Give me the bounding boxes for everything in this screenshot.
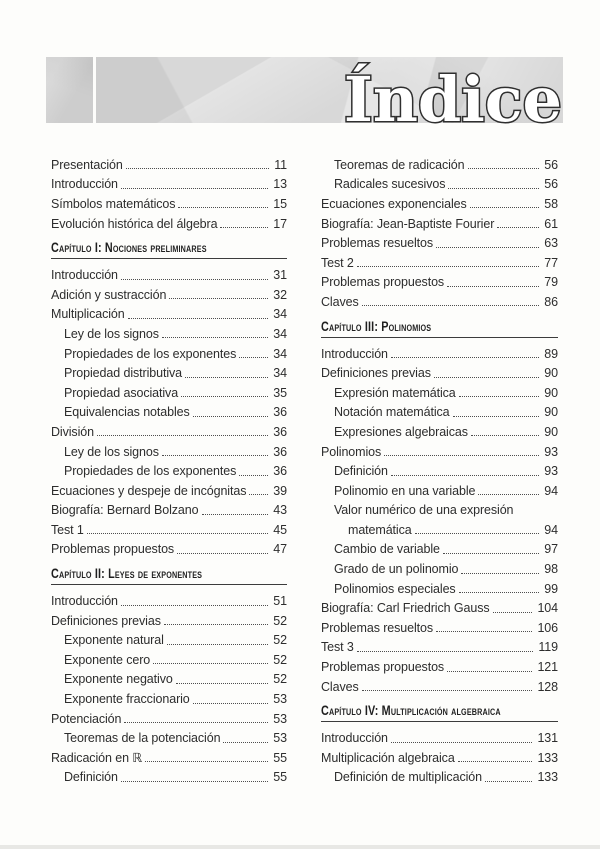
toc-entry: [51, 422, 287, 442]
toc-entry-page: 36: [273, 444, 287, 459]
toc-entry-label: Biografía: Bernard Bolzano: [51, 503, 199, 518]
toc-entry-label: Propiedad distributiva: [64, 366, 183, 381]
toc-entry-label: Definición: [64, 770, 118, 785]
toc-entry-label: Polinomios especiales: [334, 581, 456, 596]
dot-leader: [461, 573, 539, 574]
toc-entry-label: Claves: [321, 294, 359, 309]
toc-entry: [321, 579, 558, 599]
toc-entry-page: 133: [537, 750, 558, 765]
toc-entry-label: Teoremas de radicación: [334, 157, 465, 172]
banner-accent-square: [46, 57, 93, 123]
toc-entry-label: Exponente cero: [64, 652, 151, 667]
toc-entry-label: Propiedad asociativa: [64, 385, 179, 400]
dot-leader: [145, 761, 268, 762]
toc-entry-label: Introducción: [51, 268, 118, 283]
toc-entry-label: Multiplicación algebraica: [321, 750, 455, 765]
toc-entry: [321, 461, 558, 481]
dot-leader: [121, 188, 268, 189]
toc-entry: [51, 520, 287, 540]
toc-entry: [51, 728, 287, 748]
toc-entry-page: 17: [273, 216, 287, 231]
dot-leader: [470, 207, 540, 208]
toc-entry-page: 121: [537, 660, 558, 675]
toc-entry-page: 13: [273, 177, 287, 192]
toc-entry-page: 52: [273, 652, 287, 667]
toc-entry: [321, 253, 558, 273]
toc-entry: [321, 540, 558, 560]
toc-entry: [321, 657, 558, 677]
toc-entry: [51, 670, 287, 690]
toc-entry-label: Evolución histórica del álgebra: [51, 216, 218, 231]
toc-entry: [321, 292, 558, 312]
toc-entry: [51, 461, 287, 481]
toc-entry-page: 34: [273, 326, 287, 341]
dot-leader: [391, 742, 533, 743]
toc-entry-label: Test 2: [321, 255, 354, 270]
toc-entry: [321, 403, 558, 423]
toc-entry-label: Radicales sucesivos: [334, 177, 446, 192]
dot-leader: [471, 435, 539, 436]
toc-entry: [51, 175, 287, 195]
toc-entry-label: Propiedades de los exponentes: [64, 464, 237, 479]
dot-leader: [239, 357, 268, 358]
dot-leader: [357, 266, 540, 267]
toc-entry: [51, 768, 287, 788]
toc-entry-page: 93: [544, 464, 558, 479]
dot-leader: [153, 663, 268, 664]
toc-entry: [51, 591, 287, 611]
toc-entry-page: 93: [544, 444, 558, 459]
dot-leader: [447, 286, 539, 287]
dot-leader: [384, 455, 539, 456]
toc-entry-page: 58: [544, 196, 558, 211]
dot-leader: [478, 494, 539, 495]
toc-entry-label: Introducción: [51, 594, 118, 609]
dot-leader: [193, 416, 269, 417]
toc-entry: [51, 501, 287, 521]
dot-leader: [443, 553, 539, 554]
dot-leader: [121, 781, 268, 782]
toc-entry-page: 34: [273, 307, 287, 322]
toc-entry-page: 86: [544, 294, 558, 309]
dot-leader: [169, 298, 268, 299]
toc-entry-page: 45: [273, 522, 287, 537]
toc-entry-label: Grado de un polinomio: [334, 562, 459, 577]
toc-entry: [321, 618, 558, 638]
toc-entry: [321, 728, 558, 748]
toc-entry-page: 77: [544, 255, 558, 270]
dot-leader: [434, 377, 539, 378]
toc-entry-label: Definición de multiplicación: [334, 770, 482, 785]
dot-leader: [493, 612, 533, 613]
chapter-heading-label: Capítulo I: Nociones preliminares: [51, 240, 207, 256]
toc-entry: [51, 324, 287, 344]
toc-entry-page: 53: [273, 731, 287, 746]
dot-leader: [176, 683, 269, 684]
dot-leader: [249, 494, 268, 495]
dot-leader: [391, 475, 539, 476]
toc-entry: [321, 677, 558, 697]
toc-entry-label: Test 3: [321, 640, 354, 655]
toc-entry-label: Test 1: [51, 522, 84, 537]
dot-leader: [121, 279, 268, 280]
toc-entry-label: Expresiones algebraicas: [334, 424, 468, 439]
chapter-heading: [51, 566, 287, 585]
toc-entry-label: Definiciones previas: [51, 613, 161, 628]
toc-entry: [321, 638, 558, 658]
toc-entry-page: 90: [544, 366, 558, 381]
toc-entry: [321, 214, 558, 234]
chapter-heading: [321, 319, 558, 338]
toc-entry-label: Multiplicación: [51, 307, 125, 322]
toc-entry-page: 52: [273, 633, 287, 648]
toc-entry: [321, 598, 558, 618]
dot-leader: [193, 703, 269, 704]
toc-entry: [51, 383, 287, 403]
toc-entry-label: Polinomios: [321, 444, 382, 459]
toc-entry-label: Propiedades de los exponentes: [64, 346, 237, 361]
dot-leader: [391, 357, 539, 358]
dot-leader: [468, 168, 540, 169]
toc-entry-page: 89: [544, 346, 558, 361]
dot-leader: [448, 188, 539, 189]
toc-entry-page: 61: [544, 216, 558, 231]
toc-entry-page: 36: [273, 424, 287, 439]
toc-entry-page: 53: [273, 711, 287, 726]
toc-entry: [51, 194, 287, 214]
toc-entry: [51, 363, 287, 383]
toc-entry-label: Radicación en ℝ: [51, 751, 143, 766]
dot-leader: [97, 435, 268, 436]
toc-entry: [51, 748, 287, 768]
toc-entry-page: 131: [537, 731, 558, 746]
toc-entry-page: 34: [273, 346, 287, 361]
toc-entry-page: 90: [544, 385, 558, 400]
toc-entry-label: Potenciación: [51, 711, 122, 726]
toc-entry-page: 53: [273, 692, 287, 707]
toc-entry: [51, 155, 287, 175]
toc-entry: [321, 748, 558, 768]
dot-leader: [453, 416, 540, 417]
toc-entry: [51, 442, 287, 462]
toc-entry: [51, 709, 287, 729]
toc-entry-page: 133: [537, 770, 558, 785]
toc-entry-label: Definiciones previas: [321, 366, 431, 381]
toc-entry-page: 99: [544, 581, 558, 596]
toc-entry-label: Biografía: Carl Friedrich Gauss: [321, 601, 490, 616]
dot-leader: [167, 644, 269, 645]
dot-leader: [202, 514, 269, 515]
toc-column-right: [321, 155, 558, 787]
dot-leader: [459, 396, 540, 397]
toc-entry-label: Exponente fraccionario: [64, 692, 190, 707]
toc-entry: [321, 194, 558, 214]
toc-entry-page: 104: [537, 601, 558, 616]
toc-entry-label: Teoremas de la potenciación: [64, 731, 221, 746]
toc-entry-label: Adición y sustracción: [51, 287, 167, 302]
toc-entry-page: 31: [273, 268, 287, 283]
chapter-heading: [51, 240, 287, 259]
toc-entry: [51, 650, 287, 670]
toc-entry: [321, 363, 558, 383]
toc-entry-page: 90: [544, 424, 558, 439]
dot-leader: [357, 651, 534, 652]
dot-leader: [436, 247, 539, 248]
toc-entry-label: Ley de los signos: [64, 444, 159, 459]
toc-entry: [51, 285, 287, 305]
toc-entry-page: 15: [273, 196, 287, 211]
toc-entry-label: Exponente natural: [64, 633, 164, 648]
toc-entry-page: 32: [273, 287, 287, 302]
toc-entry-page: 106: [537, 620, 558, 635]
toc-entry-page: 34: [273, 366, 287, 381]
dot-leader: [181, 396, 268, 397]
toc-entry-label: Polinomio en una variable: [334, 483, 476, 498]
dot-leader: [177, 553, 268, 554]
dot-leader: [185, 377, 268, 378]
chapter-heading-label: Capítulo III: Polinomios: [321, 318, 432, 334]
toc-entry-page: 11: [274, 157, 287, 172]
toc-entry-page: 39: [273, 483, 287, 498]
toc-entry-label: matemática: [348, 522, 412, 537]
toc-entry: [321, 442, 558, 462]
toc-entry: [51, 540, 287, 560]
toc-entry-label: Ley de los signos: [64, 326, 159, 341]
toc-entry-label: División: [51, 424, 94, 439]
toc-entry-label: Problemas propuestos: [51, 542, 175, 557]
dot-leader: [436, 631, 532, 632]
toc-entry: [51, 481, 287, 501]
toc-entry-label: Biografía: Jean-Baptiste Fourier: [321, 216, 495, 231]
dot-leader: [128, 318, 269, 319]
toc-entry: [321, 520, 558, 540]
toc-entry-label: Notación matemática: [334, 405, 450, 420]
toc-entry-label: Exponente negativo: [64, 672, 173, 687]
toc-entry-page: 98: [544, 562, 558, 577]
toc-entry-label: Expresión matemática: [334, 385, 456, 400]
toc-column-left: [51, 155, 287, 787]
toc-entry-page: 35: [273, 385, 287, 400]
toc-entry-page: 79: [544, 275, 558, 290]
toc-entry: [321, 273, 558, 293]
toc-entry-label: Valor numérico de una expresión: [334, 503, 514, 518]
dot-leader: [362, 690, 533, 691]
toc-entry-label: Equivalencias notables: [64, 405, 190, 420]
toc-entry-page: 94: [544, 483, 558, 498]
dot-leader: [239, 475, 268, 476]
dot-leader: [162, 455, 268, 456]
dot-leader: [126, 168, 269, 169]
toc-entry-page: 97: [544, 542, 558, 557]
dot-leader: [162, 337, 268, 338]
toc-entry-page: 51: [273, 594, 287, 609]
toc-entry: [321, 155, 558, 175]
dot-leader: [497, 227, 539, 228]
dot-leader: [87, 533, 269, 534]
dot-leader: [121, 605, 268, 606]
toc-entry-page: 43: [273, 503, 287, 518]
toc-entry: [51, 305, 287, 325]
chapter-heading-label: Capítulo II: Leyes de exponentes: [51, 566, 203, 582]
dot-leader: [485, 781, 532, 782]
toc-entry: [321, 233, 558, 253]
toc-entry-page: 56: [544, 177, 558, 192]
toc-entry-page: 119: [538, 640, 558, 655]
toc-entry: [321, 768, 558, 788]
chapter-heading: [321, 703, 558, 722]
toc-entry-page: 56: [544, 157, 558, 172]
page-title-art: [330, 55, 570, 140]
toc-entry: [51, 265, 287, 285]
toc-entry-label: Claves: [321, 679, 359, 694]
toc-entry-label: Símbolos matemáticos: [51, 196, 176, 211]
toc-entry-page: 36: [273, 464, 287, 479]
toc-entry: [51, 214, 287, 234]
toc-entry-page: 94: [544, 522, 558, 537]
page-bottom-edge: [0, 845, 600, 849]
dot-leader: [459, 592, 540, 593]
toc-entry-label: Introducción: [321, 731, 388, 746]
toc-entry-label: Definición: [334, 464, 388, 479]
toc-entry: [51, 403, 287, 423]
dot-leader: [164, 624, 268, 625]
toc-entry-label: Problemas resueltos: [321, 236, 434, 251]
toc-entry: [51, 611, 287, 631]
dot-leader: [223, 742, 268, 743]
toc-entry: [321, 344, 558, 364]
dot-leader: [124, 722, 268, 723]
toc-entry-page: 36: [273, 405, 287, 420]
toc-entry-page: 47: [273, 542, 287, 557]
toc-entry: [51, 344, 287, 364]
dot-leader: [362, 305, 540, 306]
toc-entry-page: 55: [273, 750, 287, 765]
toc-entry-label: Ecuaciones exponenciales: [321, 196, 467, 211]
dot-leader: [220, 227, 268, 228]
toc-entry-label: Problemas propuestos: [321, 660, 445, 675]
toc-entry-label: Presentación: [51, 157, 123, 172]
toc-entry: [321, 422, 558, 442]
toc-entry-label: Introducción: [51, 177, 118, 192]
dot-leader: [178, 207, 268, 208]
toc-entry: [51, 689, 287, 709]
toc-entry-page: 52: [273, 613, 287, 628]
toc-entry-label: Ecuaciones y despeje de incógnitas: [51, 483, 247, 498]
toc-entry: [321, 383, 558, 403]
toc-entry-page: 128: [537, 679, 558, 694]
toc-entry-page: 63: [544, 236, 558, 251]
toc-entry-label: Introducción: [321, 346, 388, 361]
toc-entry: [321, 501, 558, 521]
chapter-heading-label: Capítulo IV: Multiplicación algebraica: [321, 703, 501, 719]
toc-entry: [321, 559, 558, 579]
toc-entry: [321, 481, 558, 501]
page-title: Índice: [343, 63, 562, 136]
toc-entry-label: Problemas propuestos: [321, 275, 445, 290]
toc-entry-page: 52: [273, 672, 287, 687]
toc-entry-page: 90: [544, 405, 558, 420]
toc-entry-page: 55: [273, 770, 287, 785]
dot-leader: [447, 671, 532, 672]
toc-entry-label: Problemas resueltos: [321, 620, 434, 635]
dot-leader: [415, 533, 540, 534]
toc-entry-label: Cambio de variable: [334, 542, 440, 557]
dot-leader: [458, 761, 533, 762]
toc-entry: [321, 175, 558, 195]
toc-entry: [51, 630, 287, 650]
